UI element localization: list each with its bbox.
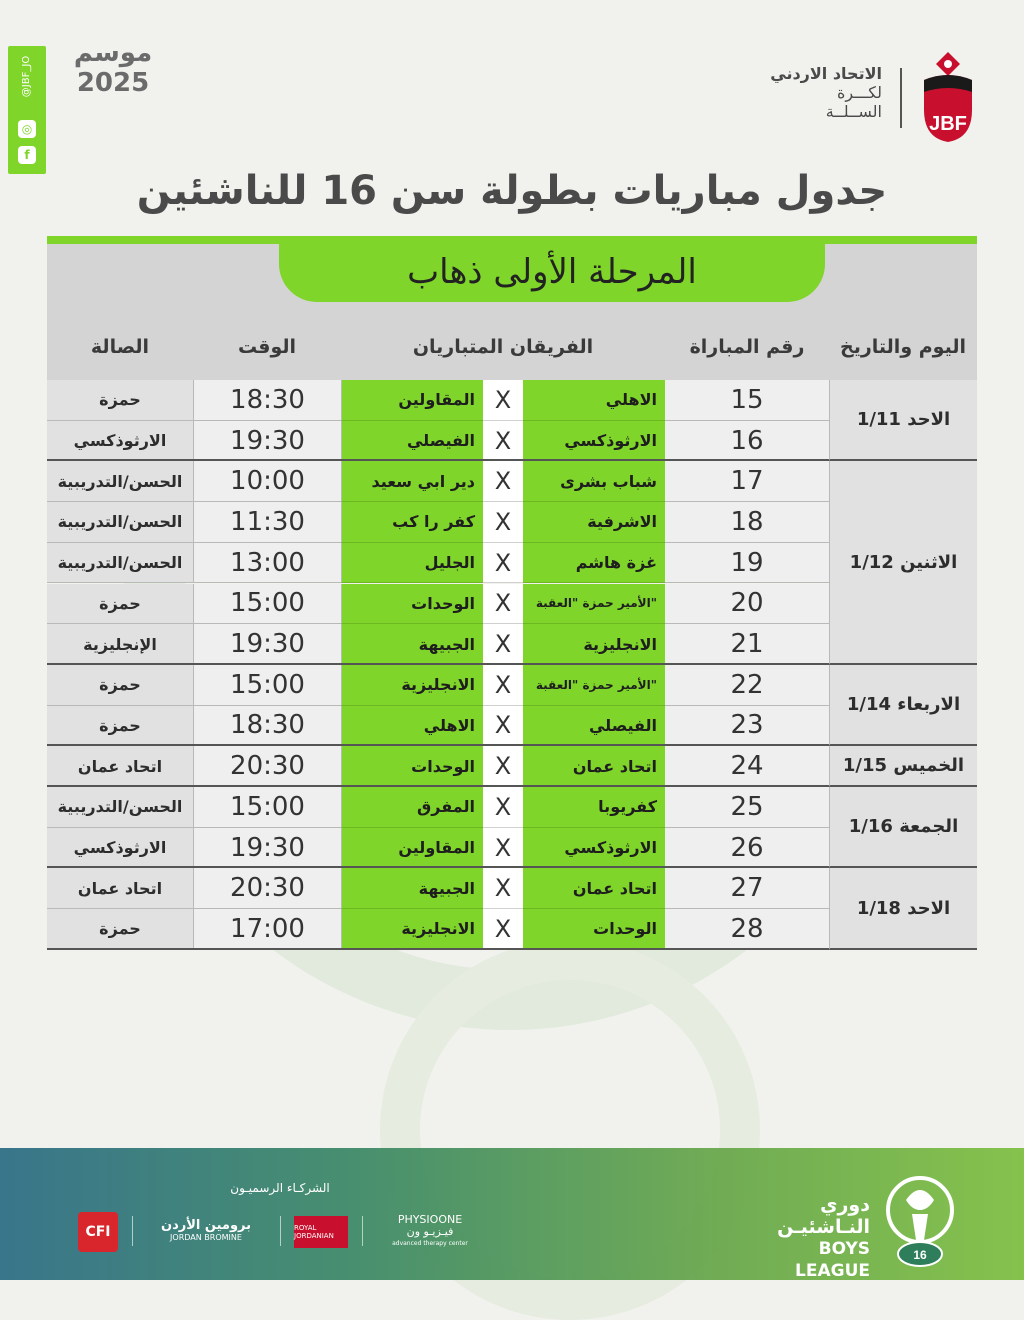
day-date-cell: الجمعة 1/16	[829, 787, 977, 868]
home-team-cell: اتحاد عمان	[523, 868, 665, 909]
away-team-cell: كفر را كب	[341, 502, 483, 543]
time-cell: 11:30	[193, 502, 341, 543]
header-match-no: رقم المباراة	[689, 336, 805, 358]
versus-mark: X	[483, 461, 523, 502]
versus-mark: X	[483, 828, 523, 869]
time-cell: 15:00	[193, 584, 341, 625]
match-number-cell: 27	[665, 868, 829, 909]
match-number-cell: 23	[665, 706, 829, 747]
away-team-cell: الوحدات	[341, 584, 483, 625]
day-date-cell: الاحد 1/18	[829, 868, 977, 949]
hall-cell: الحسن/التدريبية	[47, 543, 193, 584]
physioone-logo: PHYSIOONE فيـزيـو ون advanced therapy center	[392, 1213, 468, 1247]
home-team-cell: الوحدات	[523, 909, 665, 950]
day-group-separator	[47, 785, 829, 787]
versus-mark: X	[483, 746, 523, 787]
versus-mark: X	[483, 706, 523, 747]
home-team-cell: اتحاد عمان	[523, 746, 665, 787]
table-header	[47, 236, 977, 380]
away-team-cell: دير ابي سعيد	[341, 461, 483, 502]
home-team-cell: غزة هاشم	[523, 543, 665, 584]
schedule-table	[47, 236, 977, 950]
jbf-logo-icon	[920, 50, 976, 142]
versus-mark: X	[483, 787, 523, 828]
time-cell: 15:00	[193, 665, 341, 706]
away-team-cell: المقاولين	[341, 380, 483, 421]
day-date-cell: الخميس 1/15	[829, 746, 977, 787]
home-team-cell: الأمير حمزة "العقبة"	[523, 665, 665, 706]
header-day: اليوم والتاريخ	[840, 336, 966, 358]
time-cell: 10:00	[193, 461, 341, 502]
hall-cell: الإنجليزية	[47, 624, 193, 665]
away-team-cell: الانجليزية	[341, 665, 483, 706]
match-number-cell: 16	[665, 421, 829, 462]
versus-mark: X	[483, 624, 523, 665]
versus-mark: X	[483, 868, 523, 909]
time-cell: 17:00	[193, 909, 341, 950]
time-cell: 13:00	[193, 543, 341, 584]
versus-mark: X	[483, 543, 523, 584]
partner-divider	[280, 1216, 281, 1246]
column-headers	[47, 336, 977, 376]
home-team-cell: الارثوذكسي	[523, 421, 665, 462]
away-team-cell: الجبيهة	[341, 868, 483, 909]
facebook-icon[interactable]: f	[18, 146, 36, 164]
versus-mark: X	[483, 909, 523, 950]
hall-cell: حمزة	[47, 584, 193, 625]
versus-mark: X	[483, 380, 523, 421]
home-team-cell: الارثوذكسي	[523, 828, 665, 869]
stage-title: المرحلة الأولى ذهاب	[279, 244, 825, 302]
match-number-cell: 17	[665, 461, 829, 502]
time-cell: 18:30	[193, 706, 341, 747]
hall-cell: الحسن/التدريبية	[47, 461, 193, 502]
away-team-cell: الانجليزية	[341, 909, 483, 950]
versus-mark: X	[483, 665, 523, 706]
day-group-separator	[47, 866, 829, 868]
jbf-badge-text: JBF	[929, 113, 967, 135]
hall-cell: اتحاد عمان	[47, 868, 193, 909]
page-title: جدول مباريات بطولة سن 16 للناشئين	[136, 168, 888, 214]
versus-mark: X	[483, 584, 523, 625]
hall-cell: اتحاد عمان	[47, 746, 193, 787]
table-body	[47, 380, 977, 950]
day-date-cell: الاحد 1/11	[829, 380, 977, 461]
match-number-cell: 22	[665, 665, 829, 706]
jordan-bromine-logo: برومين الأردن JORDAN BROMINE	[160, 1218, 252, 1242]
instagram-icon[interactable]: ◎	[18, 120, 36, 138]
logo-divider	[900, 68, 902, 128]
day-date-cell: الاثنين 1/12	[829, 461, 977, 665]
season-word: موسم	[73, 38, 153, 68]
day-group-separator	[47, 663, 829, 665]
day-group-separator	[47, 744, 829, 746]
royal-jordanian-logo: ROYAL JORDANIAN	[294, 1216, 348, 1248]
away-team-cell: الفيصلي	[341, 421, 483, 462]
home-team-cell: الانجليزية	[523, 624, 665, 665]
away-team-cell: المفرق	[341, 787, 483, 828]
home-team-cell: الأمير حمزة "العقبة"	[523, 584, 665, 625]
match-number-cell: 18	[665, 502, 829, 543]
season-label	[68, 38, 158, 98]
match-number-cell: 15	[665, 380, 829, 421]
match-number-cell: 24	[665, 746, 829, 787]
partner-divider	[362, 1216, 363, 1246]
match-number-cell: 20	[665, 584, 829, 625]
header-hall: الصالة	[90, 336, 150, 358]
home-team-cell: الفيصلي	[523, 706, 665, 747]
social-handle: @JBF_JO	[21, 55, 33, 97]
match-number-cell: 28	[665, 909, 829, 950]
match-number-cell: 26	[665, 828, 829, 869]
day-group-separator	[47, 948, 829, 950]
league-badge-number: 16	[913, 1248, 927, 1262]
hall-cell: الارثوذكسي	[47, 828, 193, 869]
hall-cell: حمزة	[47, 380, 193, 421]
time-cell: 20:30	[193, 746, 341, 787]
away-team-cell: الجليل	[341, 543, 483, 584]
partners-title: الشركـاء الرسميـون	[230, 1181, 330, 1195]
versus-mark: X	[483, 502, 523, 543]
home-team-cell: شباب بشرى	[523, 461, 665, 502]
boys-league-title: دوري النـاشئيـن BOYS LEAGUE	[777, 1194, 870, 1281]
time-cell: 20:30	[193, 868, 341, 909]
hall-cell: حمزة	[47, 909, 193, 950]
header-teams: الفريقان المتباريان	[412, 336, 594, 358]
hall-cell: حمزة	[47, 665, 193, 706]
match-number-cell: 19	[665, 543, 829, 584]
boys-league-trophy-icon	[882, 1170, 958, 1270]
match-number-cell: 25	[665, 787, 829, 828]
away-team-cell: الجبيهة	[341, 624, 483, 665]
day-group-separator	[47, 459, 829, 461]
time-cell: 15:00	[193, 787, 341, 828]
away-team-cell: المقاولين	[341, 828, 483, 869]
away-team-cell: الوحدات	[341, 746, 483, 787]
home-team-cell: الاشرفية	[523, 502, 665, 543]
home-team-cell: كفريوبا	[523, 787, 665, 828]
home-team-cell: الاهلي	[523, 380, 665, 421]
time-cell: 19:30	[193, 421, 341, 462]
versus-mark: X	[483, 421, 523, 462]
time-cell: 19:30	[193, 828, 341, 869]
match-number-cell: 21	[665, 624, 829, 665]
partner-divider	[132, 1216, 133, 1246]
season-year: 2025	[76, 68, 150, 98]
away-team-cell: الاهلي	[341, 706, 483, 747]
hall-cell: الحسن/التدريبية	[47, 787, 193, 828]
header-time: الوقت	[237, 336, 297, 358]
time-cell: 19:30	[193, 624, 341, 665]
hall-cell: الارثوذكسي	[47, 421, 193, 462]
time-cell: 18:30	[193, 380, 341, 421]
cfi-logo: CFI	[78, 1212, 118, 1252]
hall-cell: حمزة	[47, 706, 193, 747]
day-date-cell: الاربعاء 1/14	[829, 665, 977, 746]
federation-name: الاتحاد الاردني لكـــرة الســلــة	[770, 64, 882, 121]
hall-cell: الحسن/التدريبية	[47, 502, 193, 543]
